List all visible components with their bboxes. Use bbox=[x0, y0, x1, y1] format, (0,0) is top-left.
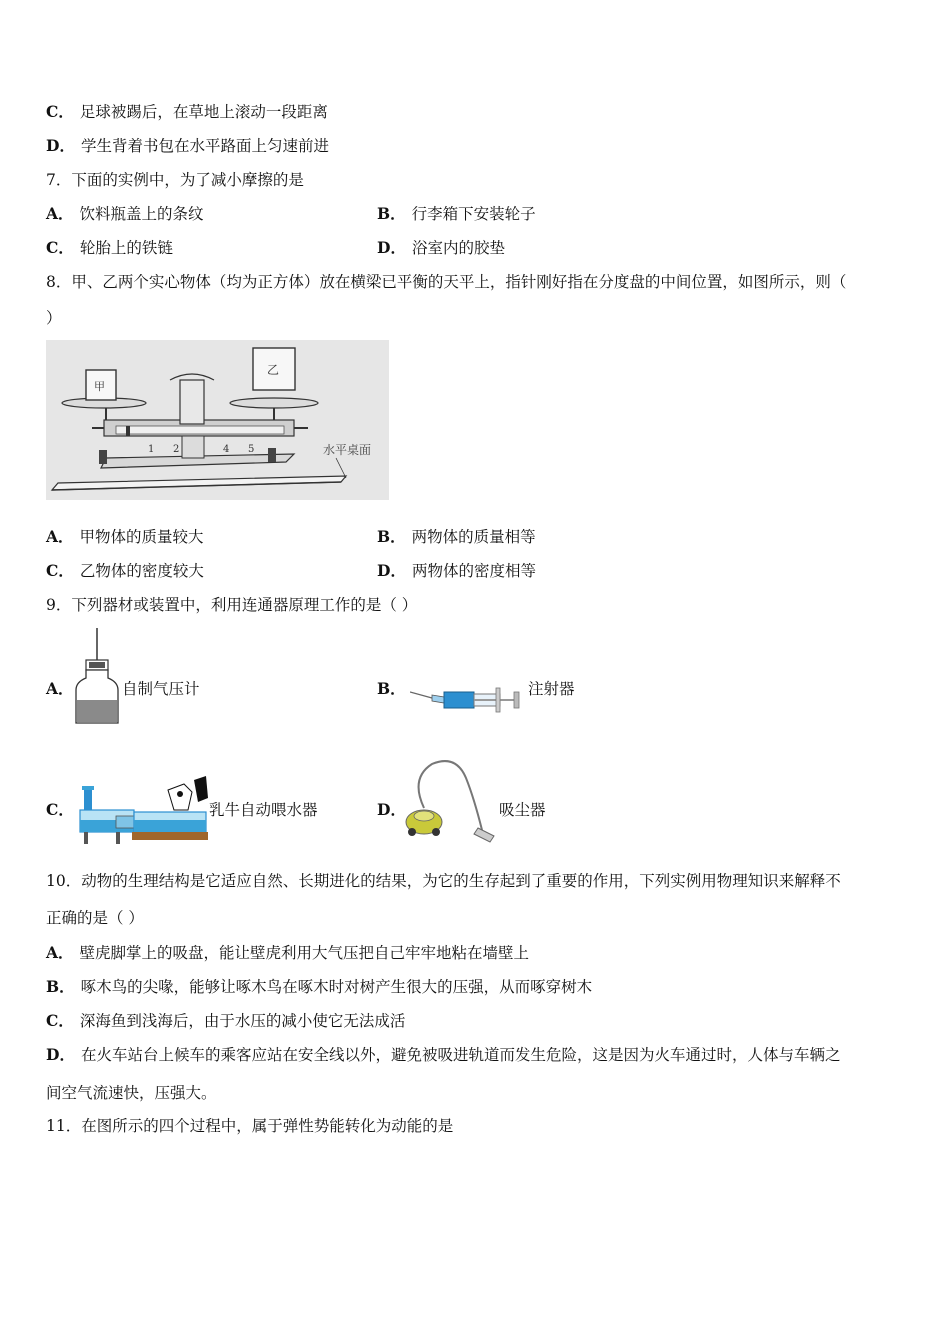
q10-option-c: C． 深海鱼到浅海后，由于水压的减小使它无法成活 bbox=[46, 1011, 406, 1030]
block-right-label: 乙 bbox=[267, 363, 280, 377]
vacuum-figure bbox=[402, 758, 498, 844]
q8-stem-line2: ） bbox=[46, 309, 62, 327]
q10-option-d-continued: 间空气流速快，压强大。 bbox=[46, 1084, 217, 1102]
block-left-label: 甲 bbox=[94, 380, 105, 393]
q10-stem-line1: 10．动物的生理结构是它适应自然、长期进化的结果，为它的生存起到了重要的作用，下列实例用物理知识来解释不 bbox=[46, 872, 841, 890]
q9-option-b-letter: B． bbox=[377, 679, 406, 698]
q8-option-b: B． 两物体的质量相等 bbox=[377, 527, 536, 546]
q6-option-d: D． 学生背着书包在水平路面上匀速前进 bbox=[46, 136, 329, 155]
scale-label: 2 bbox=[173, 444, 180, 455]
barometer-figure bbox=[72, 628, 122, 726]
table-label: 水平桌面 bbox=[323, 443, 372, 457]
cow-waterer-figure bbox=[76, 776, 210, 846]
q10-option-a: A． 壁虎脚掌上的吸盘，能让壁虎利用大气压把自己牢牢地粘在墙壁上 bbox=[46, 943, 530, 962]
q10-option-d: D． 在火车站台上候车的乘客应站在安全线以外，避免被吸进轨道而发生危险，这是因为火车通过时，人体与车辆之 bbox=[46, 1045, 841, 1064]
q9-option-d-caption: 吸尘器 bbox=[499, 801, 546, 819]
q9-option-c-letter: C． bbox=[46, 800, 74, 819]
q7-stem: 7．下面的实例中，为了减小摩擦的是 bbox=[46, 171, 304, 189]
q10-option-b: B． 啄木鸟的尖喙，能够让啄木鸟在啄木时对树产生很大的压强，从而啄穿树木 bbox=[46, 977, 593, 996]
q9-option-d-letter: D． bbox=[377, 800, 406, 819]
q9-option-a-letter: A． bbox=[46, 679, 74, 698]
q11-stem: 11．在图所示的四个过程中，属于弹性势能转化为动能的是 bbox=[46, 1117, 454, 1135]
scale-label: 1 bbox=[148, 444, 155, 455]
q8-option-a: A． 甲物体的质量较大 bbox=[46, 527, 204, 546]
scale-label: 4 bbox=[223, 444, 230, 455]
q8-option-c: C． 乙物体的密度较大 bbox=[46, 561, 204, 580]
q9-stem: 9．下列器材或装置中，利用连通器原理工作的是（ ） bbox=[46, 596, 418, 614]
q7-option-d: D． 浴室内的胶垫 bbox=[377, 238, 505, 257]
q6-option-c: C． 足球被踢后，在草地上滚动一段距离 bbox=[46, 102, 328, 121]
q10-stem-line2: 正确的是（ ） bbox=[46, 909, 144, 927]
q7-option-b: B． 行李箱下安装轮子 bbox=[377, 204, 536, 223]
q9-option-a-caption: 自制气压计 bbox=[122, 680, 200, 698]
balance-figure bbox=[46, 340, 389, 500]
q9-option-b-caption: 注射器 bbox=[528, 680, 575, 698]
q9-option-c-caption: 乳牛自动喂水器 bbox=[209, 801, 318, 819]
q7-option-a: A． 饮料瓶盖上的条纹 bbox=[46, 204, 204, 223]
scale-label: 5 bbox=[248, 444, 255, 455]
syringe-figure bbox=[410, 684, 522, 720]
q8-stem-line1: 8．甲、乙两个实心物体（均为正方体）放在横梁已平衡的天平上，指针刚好指在分度盘的中间位置，如图所示，则（ bbox=[46, 273, 847, 291]
q7-option-c: C． 轮胎上的铁链 bbox=[46, 238, 173, 257]
q8-option-d: D． 两物体的密度相等 bbox=[377, 561, 536, 580]
